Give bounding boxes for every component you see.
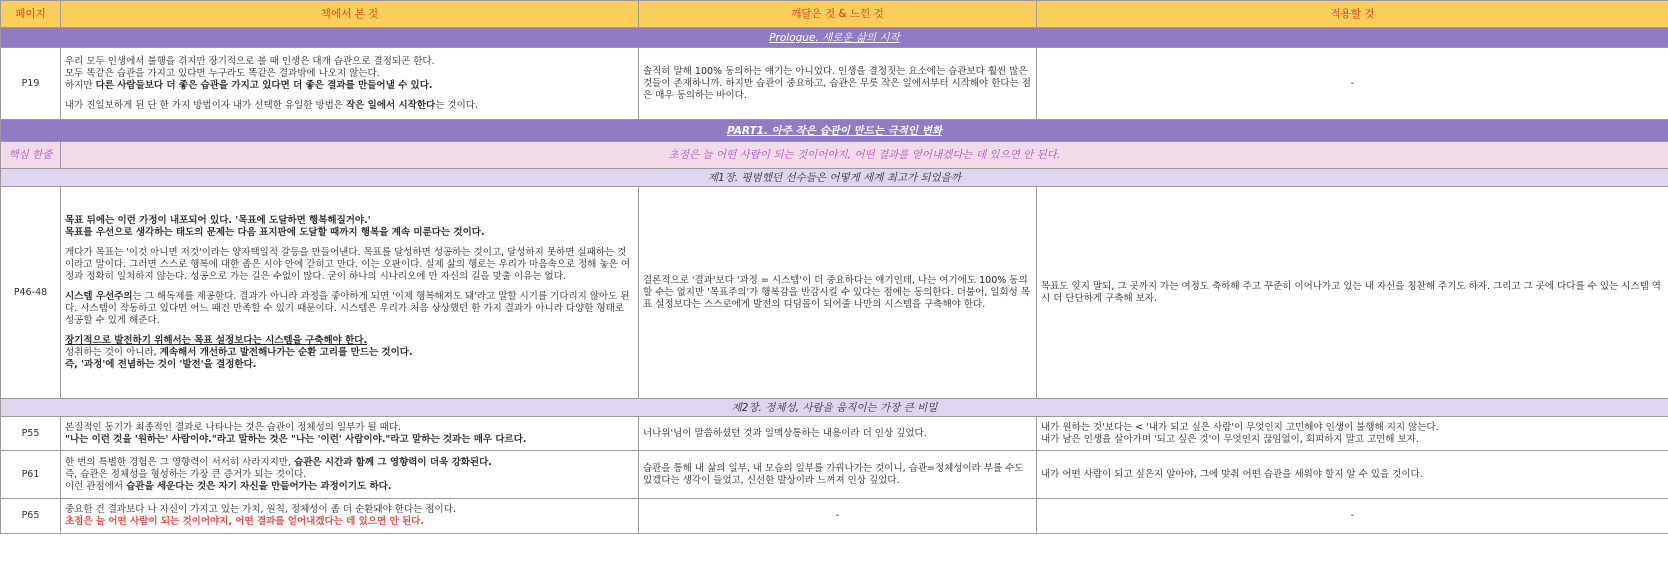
part1-title: PART1. 아주 작은 습관이 만드는 극적인 변화 (1, 120, 1668, 142)
chapter2-title: 제2장. 정체성, 사람을 움직이는 가장 큰 비밀 (1, 399, 1668, 417)
book-cell (61, 417, 639, 451)
insight-cell: 너나위'님이 말씀하셨던 것과 일맥상통하는 내용이라 더 인상 깊었다. (639, 417, 1037, 451)
book-line: 중요한 건 결과보다 나 자신이 가지고 있는 가치, 원칙, 정체성이 좀 더 순환돼야 한다는 점이다. (65, 504, 456, 515)
prologue-title: Prologue. 새로운 삶의 시작 (1, 28, 1668, 48)
book-line: 성취하는 것이 아니라, 계속해서 개선하고 발전해나가는 순환 고리를 만드는 것이다. (65, 346, 413, 358)
header-row (1, 1, 1668, 28)
book-line: 내가 진일보하게 된 단 한 가지 방법이자 내가 선택한 유일한 방법은 작은 일에서 시작한다는 것이다. (65, 99, 478, 111)
table-row-p65 (1, 499, 1668, 534)
book-cell (61, 187, 639, 399)
book-line: 목표를 우선으로 생각하는 태도의 문제는 다음 표지판에 도달할 때까지 행복을 계속 미룬다는 것이다. (65, 226, 485, 238)
book-paragraph: 게다가 목표는 '이것 아니면 저것'이라는 양자택일적 갈등을 만들어낸다. 목표를 달성하면 성공하는 것이고, 달성하지 못하면 실패하는 것이라고 말이다. 그러면 스스로 행복에 대한 좁은 시야 안에 갇히고 만다. 이는 오판이다. 실제 삶의 행로는 우리가 마음속으로 정해 놓은 여정과 정확히 일치하지 않는다. 성공으로 가는 길은 수없이 많다. 굳이 하나의 시나리오에 만 자신의 길을 맞출 이유는 없다. (65, 246, 631, 282)
book-line: "나는 이런 것을 '원하는' 사람이야."라고 말하는 것은 "나는 '이런' 사람이야."라고 말하는 것과는 매우 다르다. (65, 433, 527, 445)
table-row-p55 (1, 417, 1668, 451)
book-line: 장기적으로 발전하기 위해서는 목표 설정보다는 시스템을 구축해야 한다. (65, 334, 368, 346)
core-label: 핵심 한줄 (1, 142, 61, 169)
header-book: 책에서 본 것 (61, 1, 639, 28)
book-cell (61, 48, 639, 120)
apply-cell: 내가 어떤 사람이 되고 싶은지 알아야, 그에 맞춰 어떤 습관을 세워야 할지 알 수 있을 것이다. (1037, 451, 1668, 499)
core-row (1, 142, 1668, 169)
chapter2-row (1, 399, 1668, 417)
insight-cell: 솔직히 말해 100% 동의하는 얘기는 아니었다. 인생을 결정짓는 요소에는 습관보다 훨씬 많은 것들이 존재하니까. 하지만 습관이 중요하고, 습관은 무릇 작은 일에서부터 시작해야 한다는 점은 매우 동의하는 바이다. (639, 48, 1037, 120)
apply-cell (1037, 417, 1668, 451)
apply-line: 내가 원하는 것'보다는 < '내가 되고 싶은 사람'이 무엇인지 고민해야 인생이 불행해 지지 않는다. (1041, 421, 1439, 433)
insight-cell: 결론적으로 '결과'보다 '과정 = 시스템'이 더 중요하다는 얘기인데, 나는 여기에도 100% 동의할 수는 없지만 '목표주의'가 행복감을 반감시킬 수 있다는 점에는 동의한다. 더불어, 일회성 목표 설정보다는 스스로에게 발전의 디딤돌이 되어줄 나만의 시스템을 구축해야 한다. (639, 187, 1037, 399)
book-line: 본질적인 동기가 최종적인 결과로 나타나는 것은 습관이 정체성의 일부가 될 때다. (65, 421, 402, 433)
insight-cell: - (639, 499, 1037, 534)
core-text: 초점은 늘 어떤 사람이 되는 것이어야지, 어떤 결과를 얻어내겠다는 데 있으면 안 된다. (61, 142, 1668, 169)
table-row-p19 (1, 48, 1668, 120)
prologue-row (1, 28, 1668, 48)
book-cell (61, 499, 639, 534)
apply-cell: - (1037, 499, 1668, 534)
book-line: 이런 관점에서 습관을 세운다는 것은 자기 자신을 만들어가는 과정이기도 하다. (65, 480, 392, 492)
chapter1-row (1, 169, 1668, 187)
insight-cell: 습관을 통해 내 삶의 일부, 내 모습의 일부를 가꿔나가는 것이니, 습관=정체성이라 부를 수도 있겠다는 생각이 들었고, 신선한 발상이라 느껴져 인상 깊었다. (639, 451, 1037, 499)
page-number: P61 (1, 451, 61, 499)
page-number: P19 (1, 48, 61, 120)
apply-cell: - (1037, 48, 1668, 120)
apply-line: 내가 남은 인생을 살아가며 '되고 싶은 것'이 무엇인지 끊임없이, 회피하지 말고 고민해 보자. (1041, 433, 1419, 445)
book-line: 즉, 습관은 정체성을 형성하는 가장 큰 증거가 되는 것이다. (65, 468, 307, 480)
book-line: 한 번의 특별한 경험은 그 영향력이 서서히 사라지지만, 습관은 시간과 함께 그 영향력이 더욱 강화된다. (65, 456, 492, 468)
page-number: P46-48 (1, 187, 61, 399)
book-paragraph: 시스템 우선주의는 그 해독제를 제공한다. 결과가 아니라 과정을 좋아하게 되면 '이제 행복해져도 돼'라고 말할 시기를 기다리지 않아도 된다. 시스템이 작동하고 있다면 어느 때건 만족할 수 있기 때문이다. 시스템은 우리가 처음 상상했던 한 가지 결과가 아니라 다양한 형태로 성공할 수 있게 해준다. (65, 290, 630, 326)
book-line: 즉, '과정'에 전념하는 것이 '발전'을 결정한다. (65, 358, 257, 370)
header-page: 페이지 (1, 1, 61, 28)
book-line: 우리 모두 인생에서 불행을 겪지만 장기적으로 볼 때 인생은 대개 습관으로 결정되곤 한다. (65, 55, 435, 67)
book-cell (61, 451, 639, 499)
header-apply: 적용할 것 (1037, 1, 1668, 28)
table-row-p46-48 (1, 187, 1668, 399)
apply-cell: 목표도 잊지 말되, 그 곳까지 가는 여정도 축하해 주고 꾸준히 이어나가고 있는 내 자신을 칭찬해 주기도 하자. 그리고 그 곳에 다다를 수 있는 시스템 역시 더 단단하게 구축해 보자. (1037, 187, 1668, 399)
page-number: P65 (1, 499, 61, 534)
page-number: P55 (1, 417, 61, 451)
header-insight: 깨달은 것 & 느낀 것 (639, 1, 1037, 28)
table-row-p61 (1, 451, 1668, 499)
book-line-highlight: 초점은 늘 어떤 사람이 되는 것이어야지, 어떤 결과를 얻어내겠다는 데 있으면 안 된다. (65, 516, 424, 527)
part1-row (1, 120, 1668, 142)
book-line: 하지만 다른 사람들보다 더 좋은 습관을 가지고 있다면 더 좋은 결과를 만들어낼 수 있다. (65, 79, 433, 91)
chapter1-title: 제1장. 평범했던 선수들은 어떻게 세계 최고가 되었을까 (1, 169, 1668, 187)
book-line: 모두 똑같은 습관을 가지고 있다면 누구라도 똑같은 결과밖에 나오지 않는다. (65, 67, 380, 79)
book-line: 목표 뒤에는 이런 가정이 내포되어 있다. '목표에 도달하면 행복해질거야.' (65, 214, 371, 226)
